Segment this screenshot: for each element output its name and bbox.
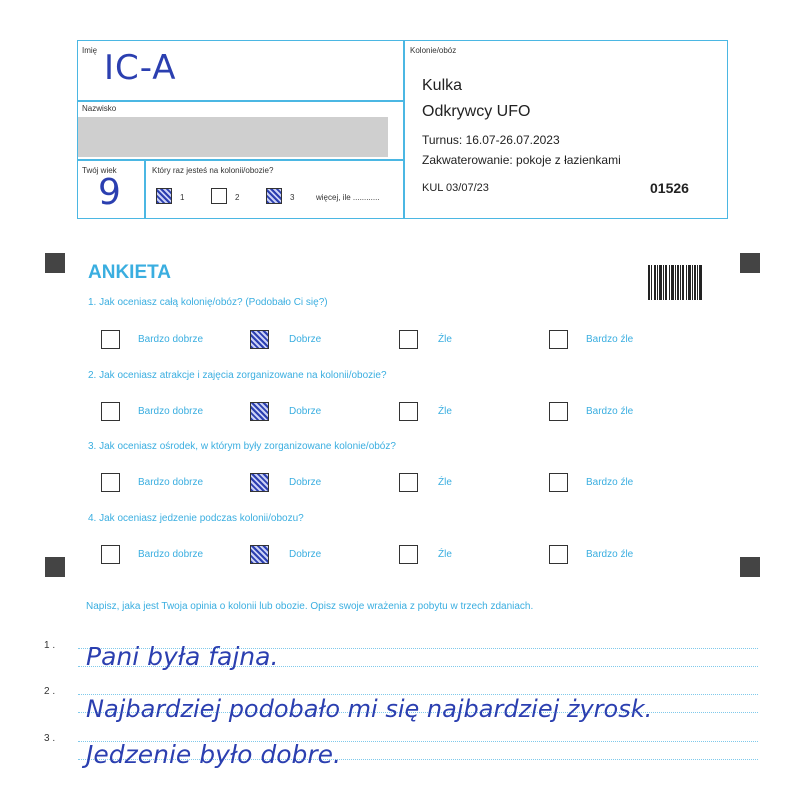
camp-code: KUL 03/07/23 [422, 182, 489, 194]
times-checkbox-3[interactable] [266, 188, 282, 204]
opinion-prompt: Napisz, jaka jest Twoja opinia o kolonii lub obozie. Opisz swoje wrażenia z pobytu w trzech zdaniach. [86, 601, 534, 612]
divider [403, 41, 405, 218]
times-option-1: 1 [180, 193, 185, 202]
q4-label-bardzo-zle: Bardzo źle [586, 549, 634, 560]
times-checkbox-2[interactable] [211, 188, 227, 204]
answer-2[interactable]: Najbardziej podobało mi się najbardziej żyrosk. [86, 695, 653, 723]
q4-option-zle[interactable] [399, 545, 418, 564]
times-option-3: 3 [290, 193, 295, 202]
q3-option-zle[interactable] [399, 473, 418, 492]
q4-label-bardzo-dobrze: Bardzo dobrze [138, 549, 204, 560]
q1-label-dobrze: Dobrze [289, 334, 322, 345]
question-4: 4. Jak oceniasz jedzenie podczas kolonii/obozu? [88, 513, 304, 524]
registration-marker [740, 557, 760, 577]
name-label: Imię [82, 46, 98, 55]
question-2: 2. Jak oceniasz atrakcje i zajęcia zorganizowane na kolonii/obozie? [88, 370, 387, 381]
form-number: 01526 [650, 180, 689, 196]
surname-label: Nazwisko [82, 104, 117, 113]
q1-label-zle: Źle [438, 334, 452, 345]
redacted-surname [78, 117, 388, 157]
q1-option-dobrze[interactable] [250, 330, 269, 349]
barcode-icon [648, 265, 702, 300]
q3-option-bardzo-zle[interactable] [549, 473, 568, 492]
times-option-more[interactable]: więcej, ile ............ [316, 193, 380, 202]
registration-marker [45, 557, 65, 577]
q1-option-bardzo-zle[interactable] [549, 330, 568, 349]
lodging: Zakwaterowanie: pokoje z łazienkami [422, 153, 621, 167]
q3-label-zle: Źle [438, 477, 452, 488]
q2-label-bardzo-zle: Bardzo źle [586, 406, 634, 417]
divider [78, 159, 403, 161]
q3-option-dobrze[interactable] [250, 473, 269, 492]
q4-option-dobrze[interactable] [250, 545, 269, 564]
survey-title: ANKIETA [88, 262, 172, 283]
line-number-3: 3 . [44, 733, 56, 744]
camp-program: Odkrywcy UFO [422, 103, 531, 120]
q1-option-bardzo-dobrze[interactable] [101, 330, 120, 349]
q2-option-zle[interactable] [399, 402, 418, 421]
age-value[interactable]: 9 [98, 172, 121, 213]
q4-option-bardzo-zle[interactable] [549, 545, 568, 564]
q1-option-zle[interactable] [399, 330, 418, 349]
q4-label-zle: Źle [438, 549, 452, 560]
q2-label-zle: Źle [438, 406, 452, 417]
q3-option-bardzo-dobrze[interactable] [101, 473, 120, 492]
times-option-2: 2 [235, 193, 240, 202]
camp-name: Kulka [422, 77, 463, 94]
q3-label-bardzo-dobrze: Bardzo dobrze [138, 477, 204, 488]
times-checkbox-1[interactable] [156, 188, 172, 204]
camp-label: Kolonie/obóz [410, 46, 457, 55]
q2-option-bardzo-dobrze[interactable] [101, 402, 120, 421]
q3-label-dobrze: Dobrze [289, 477, 322, 488]
age-label: Twój wiek [82, 166, 117, 175]
answer-1[interactable]: Pani była fajna. [86, 642, 279, 671]
registration-marker [45, 253, 65, 273]
q2-option-dobrze[interactable] [250, 402, 269, 421]
divider [78, 100, 403, 102]
q4-label-dobrze: Dobrze [289, 549, 322, 560]
times-label: Który raz jesteś na kolonii/obozie? [152, 166, 274, 175]
q3-label-bardzo-zle: Bardzo źle [586, 477, 634, 488]
q1-label-bardzo-dobrze: Bardzo dobrze [138, 334, 204, 345]
turnus: Turnus: 16.07-26.07.2023 [422, 133, 560, 147]
q2-label-bardzo-dobrze: Bardzo dobrze [138, 406, 204, 417]
q1-label-bardzo-zle: Bardzo źle [586, 334, 634, 345]
line-number-2: 2 . [44, 686, 56, 697]
q2-option-bardzo-zle[interactable] [549, 402, 568, 421]
name-value[interactable]: IC-A [104, 48, 177, 88]
question-1: 1. Jak oceniasz całą kolonię/obóz? (Podobało Ci się?) [88, 297, 328, 308]
question-3: 3. Jak oceniasz ośrodek, w którym były zorganizowane kolonie/obóz? [88, 441, 396, 452]
q4-option-bardzo-dobrze[interactable] [101, 545, 120, 564]
line-number-1: 1 . [44, 640, 56, 651]
divider [144, 159, 146, 218]
q2-label-dobrze: Dobrze [289, 406, 322, 417]
registration-marker [740, 253, 760, 273]
answer-3[interactable]: Jedzenie było dobre. [86, 740, 341, 769]
